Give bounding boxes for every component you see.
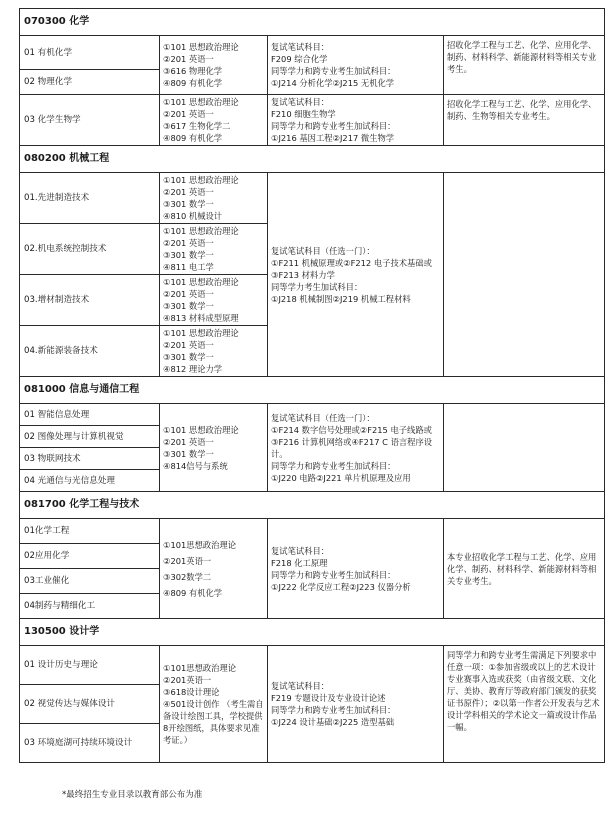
retest-subjects: 复试笔试科目： F210 细胞生物学 同等学力和跨专业考生加试科目： ①J216 基因工程②J217 微生物学 <box>268 95 444 146</box>
retest-subjects: 复试笔试科目： F218 化工原理 同等学力和跨专业考生加试科目： ①J222 化学反应工程②J223 仪器分析 <box>268 519 444 619</box>
major-name: 03.增材制造技术 <box>20 275 160 326</box>
major-name: 02应用化学 <box>20 544 160 569</box>
admission-catalog-table <box>19 8 605 763</box>
major-name: 04.新能源装备技术 <box>20 326 160 377</box>
exam-subjects: ①101 思想政治理论 ②201 英语一 ③301 数学一 ④811 电工学 <box>160 224 268 275</box>
major-name: 03 环境庭湖可持续环境设计 <box>20 724 160 763</box>
footnote: *最终招生专业目录以教育部公布为准 <box>62 790 203 800</box>
retest-subjects: 复试笔试科目（任选一门）： ①F214 数字信号处理或②F215 电子线路或③F216 计算机网络或④F217 C 语言程序设计。 同等学力和跨专业考生加试科目： ①J220 电路②J221 单片机原理及应用 <box>268 404 444 492</box>
remarks: 招收化学工程与工艺、化学、应用化学、制药、生物等相关专业考生。 <box>444 95 605 146</box>
major-name: 01.先进制造技术 <box>20 173 160 224</box>
table-row <box>20 519 605 544</box>
major-name: 04 光通信与光信息处理 <box>20 470 160 492</box>
major-name: 01 设计历史与理论 <box>20 646 160 685</box>
remarks: 同等学力和跨专业考生需满足下列要求中任意一项：①参加省级或以上的艺术设计专业赛事入选或获奖（由省级文联、文化厅、美协、教育厅等政府部门颁发的获奖证书原件）；②以第一作者公开发表与艺术设计学科相关的学术论文一篇或设计作品一幅。 <box>444 646 605 763</box>
remarks: 本专业招收化学工程与工艺、化学、应用化学、制药、材料科学、新能源材料等相关专业考生。 <box>444 519 605 619</box>
exam-subjects: ①101 思想政治理论 ②201 英语一 ③301 数学一 ④812 理论力学 <box>160 326 268 377</box>
remarks <box>444 173 605 377</box>
major-name: 02.机电系统控制技术 <box>20 224 160 275</box>
major-name: 01化学工程 <box>20 519 160 544</box>
remarks: 招收化学工程与工艺、化学、应用化学、制药、材料科学、新能源材料等相关专业考生。 <box>444 36 605 95</box>
exam-subjects: ①101思想政治理论 ②201英语一 ③618设计理论 ④501设计创作 （考生需自备设计绘图工具，学校提供8开绘图纸，具体要求见准考证。） <box>160 646 268 763</box>
table-row <box>20 646 605 685</box>
exam-subjects: ①101思想政治理论 ②201英语一 ③302数学二 ④809 有机化学 <box>160 519 268 619</box>
section-header: 081700 化学工程与技术 <box>20 492 605 519</box>
major-name: 03工业催化 <box>20 569 160 594</box>
major-name: 03 化学生物学 <box>20 95 160 146</box>
major-name: 04制药与精细化工 <box>20 594 160 619</box>
exam-subjects: ①101 思想政治理论 ②201 英语一 ③617 生物化学二 ④809 有机化学 <box>160 95 268 146</box>
section-header-row <box>20 9 605 36</box>
section-header-row <box>20 492 605 519</box>
table-row <box>20 404 605 426</box>
table-row <box>20 173 605 224</box>
retest-subjects: 复试笔试科目： F219 专题设计及专业设计论述 同等学力和跨专业考生加试科目： ①J224 设计基础②J225 造型基础 <box>268 646 444 763</box>
retest-subjects: 复试笔试科目（任选一门）： ①F211 机械原理或②F212 电子技术基础或③F213 材料力学 同等学力考生加试科目： ①J218 机械制图②J219 机械工程材料 <box>268 173 444 377</box>
section-header-row <box>20 377 605 404</box>
major-name: 03 物联网技术 <box>20 448 160 470</box>
major-name: 01 有机化学 <box>20 36 160 70</box>
exam-subjects: ①101 思想政治理论 ②201 英语一 ③301 数学一 ④814信号与系统 <box>160 404 268 492</box>
retest-subjects: 复试笔试科目： F209 综合化学 同等学力和跨专业考生加试科目： ①J214 分析化学②J215 无机化学 <box>268 36 444 95</box>
exam-subjects: ①101 思想政治理论 ②201 英语一 ③301 数学一 ④813 材料成型原理 <box>160 275 268 326</box>
major-name: 02 视觉传达与媒体设计 <box>20 685 160 724</box>
table-row <box>20 36 605 70</box>
major-name: 01 智能信息处理 <box>20 404 160 426</box>
exam-subjects: ①101 思想政治理论 ②201 英语一 ③301 数学一 ④810 机械设计 <box>160 173 268 224</box>
section-header: 080200 机械工程 <box>20 146 605 173</box>
exam-subjects: ①101 思想政治理论 ②201 英语一 ③616 物理化学 ④809 有机化学 <box>160 36 268 95</box>
remarks <box>444 404 605 492</box>
major-name: 02 物理化学 <box>20 70 160 95</box>
section-header: 130500 设计学 <box>20 619 605 646</box>
major-name: 02 图像处理与计算机视觉 <box>20 426 160 448</box>
section-header: 070300 化学 <box>20 9 605 36</box>
table-row <box>20 95 605 146</box>
section-header-row <box>20 619 605 646</box>
section-header: 081000 信息与通信工程 <box>20 377 605 404</box>
section-header-row <box>20 146 605 173</box>
